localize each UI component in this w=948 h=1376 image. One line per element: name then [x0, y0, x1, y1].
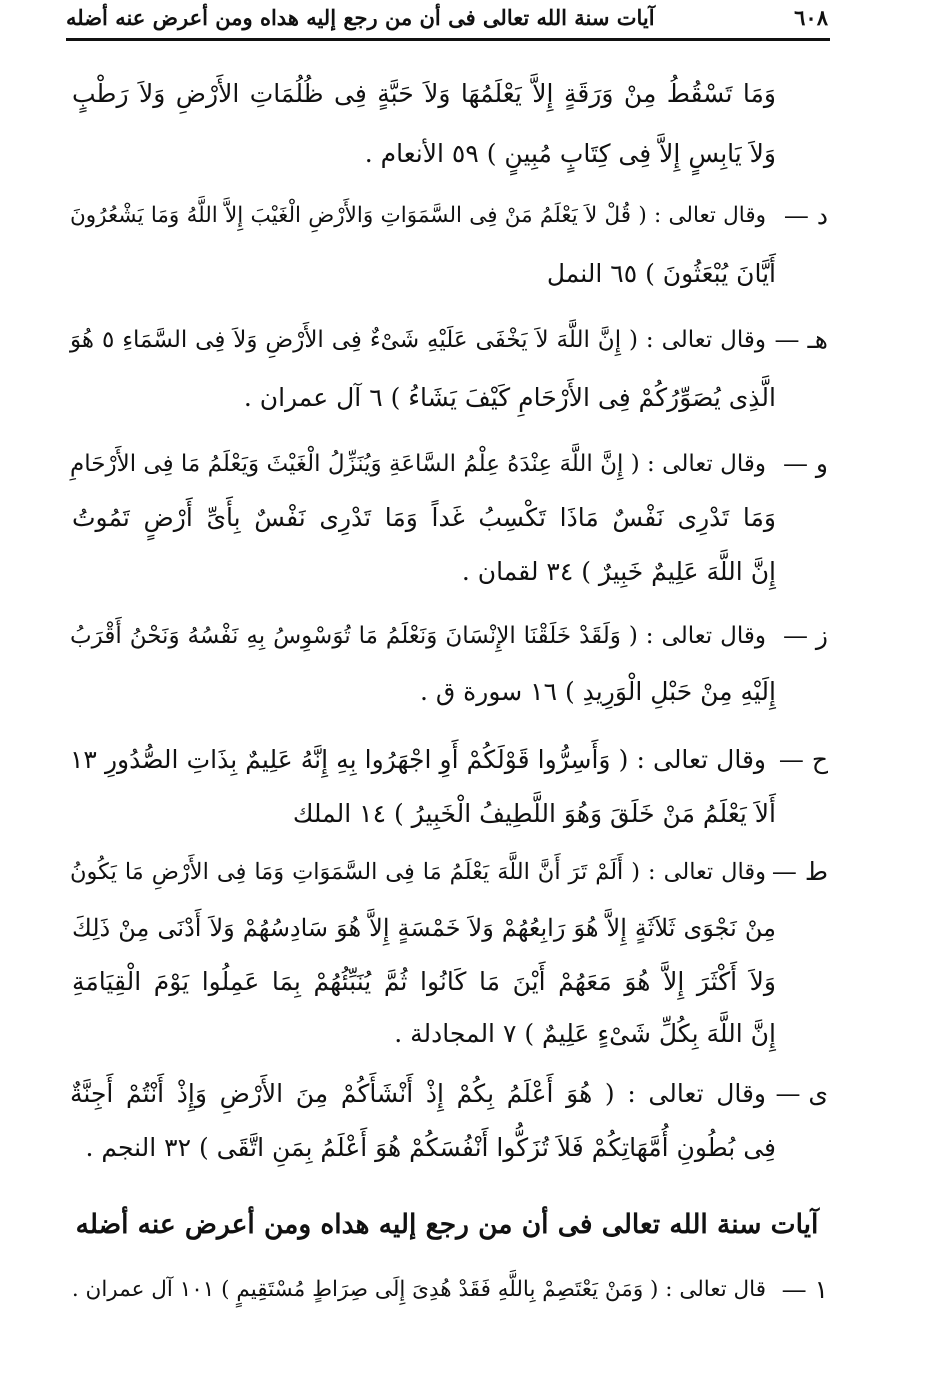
- verse-line: وقال تعالى : ( وَأَسِرُّوا قَوْلَكُمْ أَوِ اجْهَرُوا بِهِ إِنَّهُ عَلِيمٌ بِذَاتِ الصُّدُورِ ١٣: [70, 745, 766, 774]
- item-marker: ١ —: [781, 1275, 828, 1304]
- verse-line: مِنْ نَجْوَى ثَلاَثَةٍ إِلاَّ هُوَ رَابِعُهُمْ وَلاَ خَمْسَةٍ إِلاَّ هُوَ سَادِسُهُمْ وَلاَ أَدْنَى مِنْ ذَلِكَ: [72, 914, 776, 942]
- header-rule: [66, 38, 830, 41]
- running-title: آيات سنة الله تعالى فى أن من رجع إليه هداه ومن أعرض عنه أضله: [66, 4, 655, 30]
- running-header: [66, 0, 828, 34]
- verse-line: إِلَيْهِ مِنْ حَبْلِ الْوَرِيدِ ) ١٦ سورة ق .: [419, 677, 776, 706]
- verse-line: وقال تعالى : ( إِنَّ اللَّهَ لاَ يَخْفَى عَلَيْهِ شَىْءٌ فِى الأَرْضِ وَلاَ فِى السَّمَاءِ ٥ هُوَ: [70, 327, 766, 353]
- item-marker: ط —: [771, 857, 828, 886]
- verse-line: وقال تعالى : ( وَلَقَدْ خَلَقْنَا الإِنْسَانَ وَنَعْلَمُ مَا تُوَسْوِسُ بِهِ نَفْسُهُ وَنَحْنُ أَقْرَبُ: [70, 623, 766, 649]
- verse-line: فِى بُطُونِ أُمَّهَاتِكُمْ فَلاَ تُزَكُّوا أَنْفُسَكُمْ هُوَ أَعْلَمُ بِمَنِ اتَّقَى ) ٣٢ النجم .: [85, 1133, 776, 1162]
- verse-line: إِنَّ اللَّهَ عَلِيمٌ خَبِيرٌ ) ٣٤ لقمان .: [461, 557, 776, 586]
- item-marker: هـ —: [774, 325, 828, 354]
- verse-line: الَّذِى يُصَوِّرُكُمْ فِى الأَرْحَامِ كَيْفَ يَشَاءُ ) ٦ آل عمران .: [243, 383, 776, 412]
- verse-line: وَلاَ أَكْثَرَ إِلاَّ هُوَ مَعَهُمْ أَيْنَ مَا كَانُوا ثُمَّ يُنَبِّئُهُمْ بِمَا عَمِلُوا يَوْمَ الْقِيَامَةِ: [72, 967, 776, 996]
- verse-line: قال تعالى : ( وَمَنْ يَعْتَصِمْ بِاللَّهِ فَقَدْ هُدِىَ إِلَى صِرَاطٍ مُسْتَقِيمٍ ) ١٠١ آل عمران .: [71, 1277, 766, 1302]
- page-number: ٦٠٨: [794, 4, 828, 30]
- item-marker: د —: [783, 201, 828, 230]
- verse-line: إِنَّ اللَّهَ بِكُلِّ شَىْءٍ عَلِيمٌ ) ٧ المجادلة .: [394, 1019, 776, 1048]
- verse-line: وَمَا تَدْرِى نَفْسٌ مَاذَا تَكْسِبُ غَداً وَمَا تَدْرِى نَفْسٌ بِأَىِّ أَرْضٍ تَمُوتُ: [72, 503, 776, 532]
- verse-line: وقال تعالى : ( إِنَّ اللَّهَ عِنْدَهُ عِلْمُ السَّاعَةِ وَيُنَزِّلُ الْغَيْثَ وَيَعْلَمُ مَا فِى الأَرْحَامِ: [70, 451, 766, 477]
- item-marker: ح —: [778, 745, 828, 774]
- item-marker: ى —: [775, 1079, 828, 1108]
- verse-line: وقال تعالى : ( قُلْ لاَ يَعْلَمُ مَنْ فِى السَّمَوَاتِ وَالأَرْضِ الْغَيْبَ إِلاَّ اللَّهُ وَمَا يَشْعُرُونَ: [70, 203, 766, 228]
- verse-line: وقال تعالى : ( أَلَمْ تَرَ أَنَّ اللَّهَ يَعْلَمُ مَا فِى السَّمَوَاتِ وَمَا فِى الأَرْضِ مَا يَكُونُ: [70, 859, 766, 885]
- verse-line: وَمَا تَسْقُطُ مِنْ وَرَقَةٍ إِلاَّ يَعْلَمُهَا وَلاَ حَبَّةٍ فِى ظُلُمَاتِ الأَرْضِ وَلاَ رَطْبٍ: [72, 79, 776, 108]
- verse-line: وقال تعالى : ( هُوَ أَعْلَمُ بِكُمْ إِذْ أَنْشَأَكُمْ مِنَ الأَرْضِ وَإِذْ أَنْتُمْ أَجِنَّةٌ: [70, 1079, 766, 1108]
- item-marker: ز —: [782, 621, 828, 650]
- item-marker: و —: [782, 449, 828, 478]
- verse-line: وَلاَ يَابِسٍ إِلاَّ فِى كِتَابٍ مُبِينٍ ) ٥٩ الأنعام .: [364, 139, 776, 168]
- verse-line: أَلاَ يَعْلَمُ مَنْ خَلَقَ وَهُوَ اللَّطِيفُ الْخَبِيرُ ) ١٤ الملك: [292, 799, 776, 828]
- verse-line: أَيَّانَ يُبْعَثُونَ ) ٦٥ النمل: [546, 259, 776, 288]
- section-heading: آيات سنة الله تعالى فى أن من رجع إليه هداه ومن أعرض عنه أضله: [75, 1209, 819, 1240]
